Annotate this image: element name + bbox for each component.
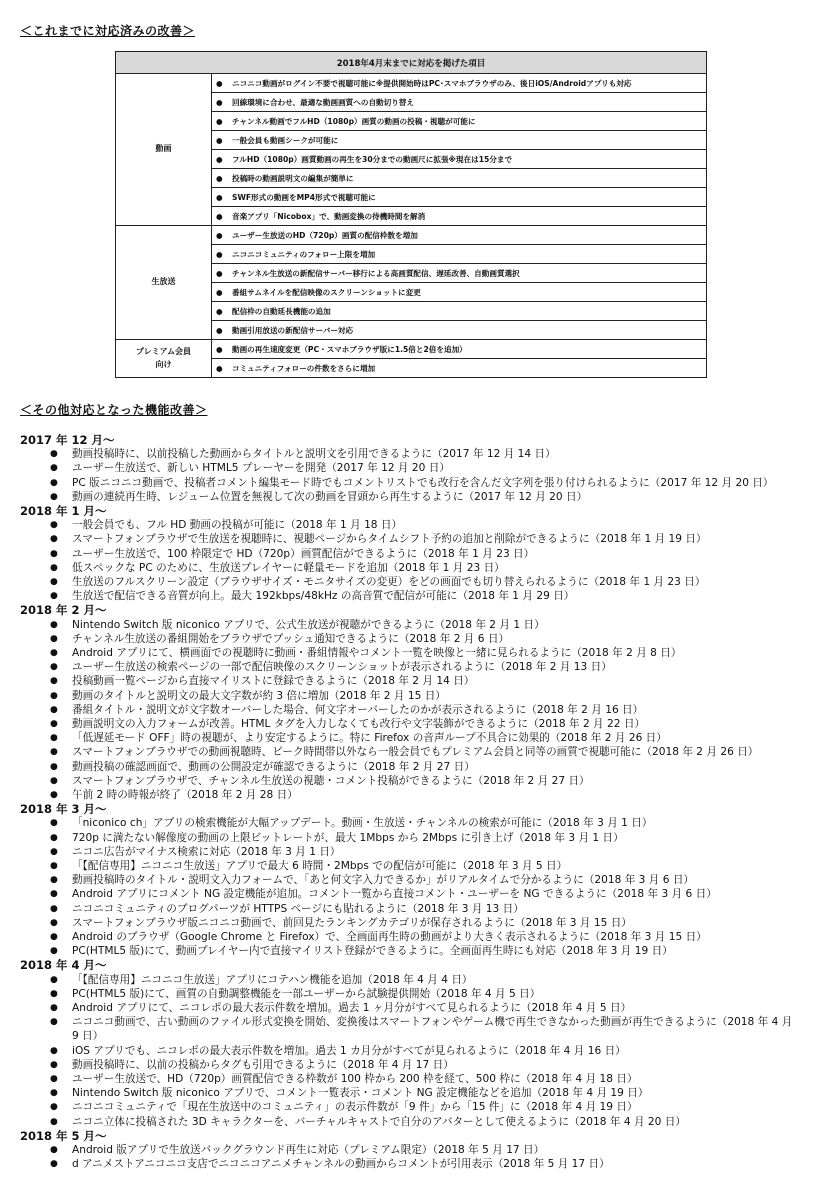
list-item <box>20 845 800 859</box>
month-heading: 2018 年 2 月～ <box>20 603 107 618</box>
bullet-icon: ● <box>50 903 58 914</box>
list-item-text: 生放送のフルスクリーン設定（ブラウザサイズ・モニタサイズの変更）をどの画面でも切り替えられるように（2018 年 1 月 23 日） <box>72 576 706 588</box>
bullet-icon: ● <box>50 449 58 460</box>
list-item <box>20 618 800 632</box>
list-item <box>20 745 800 759</box>
list-item <box>20 646 800 660</box>
bullet-icon: ● <box>50 562 58 573</box>
list-item-text: Android アプリにて、ニコレポの最大表示件数を増加。過去 1 ヶ月分がすべて見られるように（2018 年 4 月 5 日） <box>72 1002 632 1015</box>
list-item-text: 低スペックな PC のために、生放送プレイヤーに軽量モードを追加（2018 年 1 月 23 日） <box>72 561 505 574</box>
list-item <box>20 944 800 958</box>
bullet-icon: ● <box>50 974 58 985</box>
bullet-icon: ● <box>50 491 58 502</box>
bullet-icon: ● <box>50 1102 58 1113</box>
list-item-text: 720p に満たない解像度の動画の上限ビットレートが、最大 1Mbps から 2Mbps に引き上げ（2018 年 3 月 1 日） <box>72 831 624 844</box>
list-item <box>20 532 800 546</box>
list-item <box>20 632 800 646</box>
bullet-icon: ● <box>50 1059 58 1070</box>
list-item-text: PC 版ニコニコ動画で、投稿者コメント編集モード時でもコメントリストでも改行を含んだ文字列を張り付けられるように（2017 年 12 月 20 日） <box>72 476 774 489</box>
list-item <box>20 973 800 987</box>
table-item <box>212 150 707 169</box>
list-item-text: 一般会員でも、フル HD 動画の投稿が可能に（2018 年 1 月 18 日） <box>72 519 403 532</box>
list-item-text: 動画のタイトルと説明文の最大文字数が約 3 倍に増加（2018 年 2 月 15 日） <box>72 689 446 702</box>
list-item <box>20 447 800 461</box>
bullet-icon: ● <box>216 173 223 183</box>
item-text: コミュニティフォローの件数をさらに増加 <box>232 363 376 373</box>
bullet-icon: ● <box>50 733 58 744</box>
list-item-text: 「【配信専用】ニコニコ生放送」アプリで最大 6 時間・2Mbps での配信が可能に（2018 年 3 月 5 日） <box>72 860 568 873</box>
list-item <box>20 1100 800 1114</box>
bullet-icon: ● <box>216 97 223 107</box>
list-item <box>20 816 800 830</box>
list-item-text: スマートフォンブラウザでの動画視聴時、ピーク時間帯以外なら一般会員でもプレミアム会員と同等の画質で視聴可能に（2018 年 2 月 26 日） <box>72 746 759 759</box>
list-item-text: Nintendo Switch 版 niconico アプリで、コメント一覧表示・コメント NG 設定機能などを追加（2018 年 4 月 19 日） <box>72 1087 649 1100</box>
bullet-icon: ● <box>216 306 223 316</box>
bullet-icon: ● <box>50 1017 58 1028</box>
month-heading: 2018 年 3 月～ <box>20 802 107 817</box>
category-cell <box>116 74 212 226</box>
bullet-icon: ● <box>50 619 58 630</box>
list-item <box>20 788 800 802</box>
list-item-text: 投稿動画一覧ページから直接マイリストに登録できるように（2018 年 2 月 14 日） <box>72 675 475 688</box>
item-text: 投稿時の動画説明文の編集が簡単に <box>232 173 354 183</box>
bullet-icon: ● <box>50 818 58 829</box>
list-item-text: Android のブラウザ（Google Chrome と Firefox）で、全画面再生時の動画がより大きく表示されるように（2018 年 3 月 15 日） <box>72 931 707 944</box>
list-item-text: ニコニ立体に投稿された 3D キャラクターを、バーチャルキャストで自分のアバターとして使えるように（2018 年 4 月 20 日） <box>72 1115 686 1128</box>
bullet-icon: ● <box>50 719 58 730</box>
list-item-text: 動画投稿の確認画面で、動画の公開設定が確認できるように（2018 年 2 月 27 日） <box>72 760 475 773</box>
list-item <box>20 987 800 1001</box>
list-item-text: Android アプリにて、横画面での視聴時に動画・番組情報やコメント一覧を映像と一緒に見られるように（2018 年 2 月 8 日） <box>72 647 682 659</box>
bullet-icon: ● <box>216 211 223 221</box>
list-item <box>20 902 800 916</box>
month-heading: 2018 年 4 月～ <box>20 958 107 973</box>
bullet-icon: ● <box>50 1159 58 1170</box>
section-heading-other: ＜その他対応となった機能改善＞ <box>20 403 208 417</box>
bullet-icon: ● <box>50 988 58 999</box>
list-item-text: ユーザー生放送で、HD（720p）画質配信できる枠数が 100 枠から 200 枠を経て、500 枠に（2018 年 4 月 18 日） <box>72 1073 638 1086</box>
list-item <box>20 561 800 575</box>
category-label: プレミアム会員 <box>135 346 192 356</box>
list-item-text: ニコニコミュニティで「現在生放送中のコミュニティ」の表示件数が「9 件」から「15 件」に（2018 年 4 月 19 日） <box>72 1101 638 1114</box>
list-item-text: ユーザー生放送で、100 枠限定で HD（720p）画質配信ができるように（2018 年 1 月 23 日） <box>72 547 535 560</box>
list-item-text: Nintendo Switch 版 niconico アプリで、公式生放送が視聴ができるように（2018 年 2 月 1 日） <box>72 618 545 631</box>
bullet-icon: ● <box>50 1003 58 1014</box>
list-item-text: PC(HTML5 版)にて、動画プレイヤー内で直接マイリスト登録ができるように。全画面再生時にも対応（2018 年 3 月 19 日） <box>72 945 673 958</box>
item-text: ニコニコ動画がログイン不要で視聴可能に※提供開始時はPC･スマホブラウザのみ、後日iOS/Androidアプリも対応 <box>232 78 632 88</box>
bullet-icon: ● <box>50 690 58 701</box>
table-item <box>212 321 707 340</box>
bullet-icon: ● <box>50 1074 58 1085</box>
table-item <box>212 112 707 131</box>
bullet-icon: ● <box>216 287 223 297</box>
list-item <box>20 518 800 532</box>
list-item <box>20 916 800 930</box>
table-item <box>212 283 707 302</box>
bullet-icon: ● <box>50 932 58 943</box>
list-item <box>20 476 800 490</box>
bullet-icon: ● <box>50 946 58 957</box>
list-item <box>20 831 800 845</box>
category-label: 生放送 <box>151 277 176 287</box>
item-text: 一般会員も動画シークが可能に <box>232 135 339 145</box>
list-item <box>20 674 800 688</box>
bullet-icon: ● <box>50 761 58 772</box>
table-item <box>212 131 707 150</box>
item-text: SWF形式の動画をMP4形式で視聴可能に <box>232 192 376 202</box>
list-item-text: Android アプリにコメント NG 設定機能が追加。コメント一覧から直接コメント・ユーザーを NG できるように（2018 年 3 月 6 日） <box>72 888 717 901</box>
list-item-text: PC(HTML5 版)にて、画質の自動調整機能を一部ユーザーから試験提供開始（2018 年 4 月 5 日） <box>72 987 541 1000</box>
list-item-text: iOS アプリでも、ニコレポの最大表示件数を増加。過去 1 カ月分がすべてが見られるように（2018 年 4 月 16 日） <box>72 1044 626 1057</box>
list-item-text: Android 版アプリで生放送バックグラウンド再生に対応（プレミアム限定）（2018 年 5 月 17 日） <box>72 1144 545 1157</box>
item-text: ユーザー生放送のHD（720p）画質の配信枠数を増加 <box>232 230 418 240</box>
list-item-text: 「低遅延モード OFF」時の視聴が、より安定するように。特に Firefox の音声ループ不具合に効果的（2018 年 2 月 26 日） <box>72 732 667 745</box>
month-heading: 2018 年 1 月～ <box>20 504 107 518</box>
list-item-text: スマートフォンブラウザ版ニコニコ動画で、前回見たランキングカテゴリが保存されるように（2018 年 3 月 15 日） <box>72 916 632 929</box>
list-item <box>20 930 800 944</box>
bullet-icon: ● <box>216 192 223 202</box>
list-item-text: d アニメストアニコニコ支店でニコニコアニメチャンネルの動画からコメントが引用表示（2018 年 5 月 17 日） <box>72 1158 610 1171</box>
category-cell <box>116 340 212 378</box>
list-item <box>20 1015 800 1043</box>
bullet-icon: ● <box>50 591 58 602</box>
list-item <box>20 760 800 774</box>
table-item <box>212 93 707 112</box>
bullet-icon: ● <box>50 832 58 843</box>
bullet-icon: ● <box>50 577 58 587</box>
bullet-icon: ● <box>50 1045 58 1056</box>
table-item <box>212 302 707 321</box>
list-item-text: ユーザー生放送で、新しい HTML5 プレーヤーを開発（2017 年 12 月 20 日） <box>72 462 450 475</box>
table-item <box>212 340 707 359</box>
list-item-text: ニコニコ動画で、古い動画のファイル形式変換を開始、変換後はスマートフォンやゲーム機で再生できなかった動画が再生できるように（2018 年 4 月 9 日） <box>72 1016 793 1043</box>
bullet-icon: ● <box>50 520 58 531</box>
list-item-text: 生放送で配信できる音質が向上。最大 192kbps/48kHz の高音質で配信が可能に（2018 年 1 月 29 日） <box>72 590 575 603</box>
bullet-icon: ● <box>50 704 58 715</box>
item-text: ニコニコミュニティのフォロー上限を増加 <box>232 249 376 259</box>
list-item-text: 「niconico ch」アプリの検索機能が大幅アップデート。動画・生放送・チャンネルの検索が可能に（2018 年 3 月 1 日） <box>72 817 653 830</box>
list-item <box>20 689 800 703</box>
list-item-text: ニコニ広告がマイナス検索に対応（2018 年 3 月 1 日） <box>72 845 341 858</box>
month-heading: 2018 年 5 月～ <box>20 1128 107 1143</box>
bullet-icon: ● <box>50 633 58 644</box>
list-item <box>20 1157 800 1171</box>
bullet-icon: ● <box>50 477 58 488</box>
bullet-icon: ● <box>216 268 223 278</box>
bullet-icon: ● <box>50 648 58 658</box>
item-text: 配信枠の自動延長機能の追加 <box>232 306 331 316</box>
bullet-icon: ● <box>50 889 58 900</box>
table-item <box>212 226 707 245</box>
table-item <box>212 74 707 93</box>
bullet-icon: ● <box>50 747 58 758</box>
bullet-icon: ● <box>216 116 223 126</box>
bullet-icon: ● <box>50 790 58 801</box>
list-item <box>20 859 800 873</box>
item-text: 動画引用放送の新配信サーバー対応 <box>232 325 354 335</box>
bullet-icon: ● <box>50 1088 58 1099</box>
category-label: 向け <box>155 359 172 369</box>
table-caption: 2018年4月末までに対応を掲げた項目 <box>116 52 707 74</box>
bullet-icon: ● <box>50 463 58 474</box>
list-item <box>20 1143 800 1157</box>
table-item <box>212 264 707 283</box>
list-item <box>20 575 800 589</box>
list-item <box>20 717 800 731</box>
table-item <box>212 169 707 188</box>
bullet-icon: ● <box>50 548 58 559</box>
bullet-icon: ● <box>216 344 223 354</box>
section-heading-done: ＜これまでに対応済みの改善＞ <box>20 24 196 38</box>
bullet-icon: ● <box>50 1116 58 1127</box>
list-item-text: チャンネル生放送の番組開始をブラウザでプッシュ通知できるように（2018 年 2 月 6 日） <box>72 632 510 645</box>
bullet-icon: ● <box>216 230 223 240</box>
table-row <box>116 226 707 245</box>
list-item <box>20 1115 800 1129</box>
item-text: 回線環境に合わせ、最適な動画画質への自動切り替え <box>232 97 415 107</box>
list-item-text: 動画投稿時に、以前投稿した動画からタイトルと説明文を引用できるように（2017 年 12 月 14 日） <box>72 448 556 461</box>
bullet-icon: ● <box>50 917 58 928</box>
bullet-icon: ● <box>216 78 223 88</box>
bullet-icon: ● <box>216 154 223 164</box>
list-item-text: ニコニコミュニティのブログパーツが HTTPS ページにも貼れるように（2018 年 3 月 13 日） <box>72 902 524 915</box>
list-item-text: 午前 2 時の時報が終了（2018 年 2 月 28 日） <box>72 789 298 802</box>
month-heading: 2017 年 12 月～ <box>20 433 115 447</box>
list-item <box>20 1058 800 1072</box>
list-item <box>20 774 800 788</box>
list-item <box>20 490 800 504</box>
table-item <box>212 207 707 226</box>
bullet-icon: ● <box>216 249 223 259</box>
table-item <box>212 188 707 207</box>
list-item <box>20 589 800 603</box>
table-row <box>116 340 707 359</box>
bullet-icon: ● <box>50 875 58 886</box>
item-text: チャンネル生放送の新配信サーバー移行による高画質配信、遅延改善、自動画質選択 <box>232 268 520 278</box>
list-item <box>20 1072 800 1086</box>
improvement-table <box>115 51 707 378</box>
table-item <box>212 359 707 378</box>
list-item <box>20 1044 800 1058</box>
item-text: チャンネル動画でフルHD（1080p）画質の動画の投稿・視聴が可能に <box>232 116 476 126</box>
list-item-text: ユーザー生放送の検索ページの一部で配信映像のスクリーンショットが表示されるように（2018 年 2 月 13 日） <box>72 661 612 674</box>
bullet-icon: ● <box>216 325 223 335</box>
list-item <box>20 1001 800 1015</box>
list-item-text: 動画投稿時のタイトル・説明文入力フォームで、「あと何文字入力できるか」がリアルタイムで分かるように（2018 年 3 月 6 日） <box>72 874 695 887</box>
bullet-icon: ● <box>50 676 58 687</box>
list-item-text: 「【配信専用】ニコニコ生放送」アプリにコテハン機能を追加（2018 年 4 月 4 日） <box>72 973 473 986</box>
list-item <box>20 873 800 887</box>
table-row <box>116 74 707 93</box>
list-item-text: 動画投稿時に、以前の投稿からタグも引用できるように（2018 年 4 月 17 日） <box>72 1058 454 1071</box>
bullet-icon: ● <box>50 775 58 786</box>
list-item-text: 番組タイトル・説明文が文字数オーバーした場合、何文字オーバーしたのかが表示されるように（2018 年 2 月 16 日） <box>72 703 644 716</box>
bullet-icon: ● <box>216 363 223 373</box>
item-text: 動画の再生速度変更（PC・スマホブラウザ版に1.5倍と2倍を追加） <box>232 344 467 354</box>
item-text: フルHD（1080p）画質動画の再生を30分までの動画尺に拡張※現在は15分まで <box>232 154 513 164</box>
list-item <box>20 547 800 561</box>
list-item-text: スマートフォンブラウザで生放送を視聴時に、視聴ページからタイムシフト予約の追加と削除ができるように（2018 年 1 月 19 日） <box>72 533 707 546</box>
list-item <box>20 887 800 901</box>
item-text: 番組サムネイルを配信映像のスクリーンショットに変更 <box>232 287 421 297</box>
change-log <box>20 433 800 1171</box>
list-item <box>20 703 800 717</box>
list-item-text: スマートフォンブラウザで、チャンネル生放送の視聴・コメント投稿ができるように（2018 年 2 月 27 日） <box>72 774 590 787</box>
bullet-icon: ● <box>50 861 58 872</box>
list-item-text: 動画の連続再生時、レジューム位置を無視して次の動画を冒頭から再生するように（2017 年 12 月 20 日） <box>72 490 588 503</box>
item-text: 音楽アプリ「Nicobox」で、動画変換の待機時間を解消 <box>232 211 426 221</box>
bullet-icon: ● <box>50 846 58 857</box>
table-item <box>212 245 707 264</box>
bullet-icon: ● <box>50 662 58 673</box>
bullet-icon: ● <box>50 1145 58 1156</box>
category-cell <box>116 226 212 340</box>
list-item <box>20 731 800 745</box>
category-label: 動画 <box>155 144 172 154</box>
bullet-icon: ● <box>50 534 58 545</box>
list-item <box>20 461 800 475</box>
list-item-text: 動画説明文の入力フォームが改善。HTML タグを入力しなくても改行や文字装飾ができるように（2018 年 2 月 22 日） <box>72 718 646 731</box>
bullet-icon: ● <box>216 135 223 145</box>
list-item <box>20 660 800 674</box>
list-item <box>20 1086 800 1100</box>
